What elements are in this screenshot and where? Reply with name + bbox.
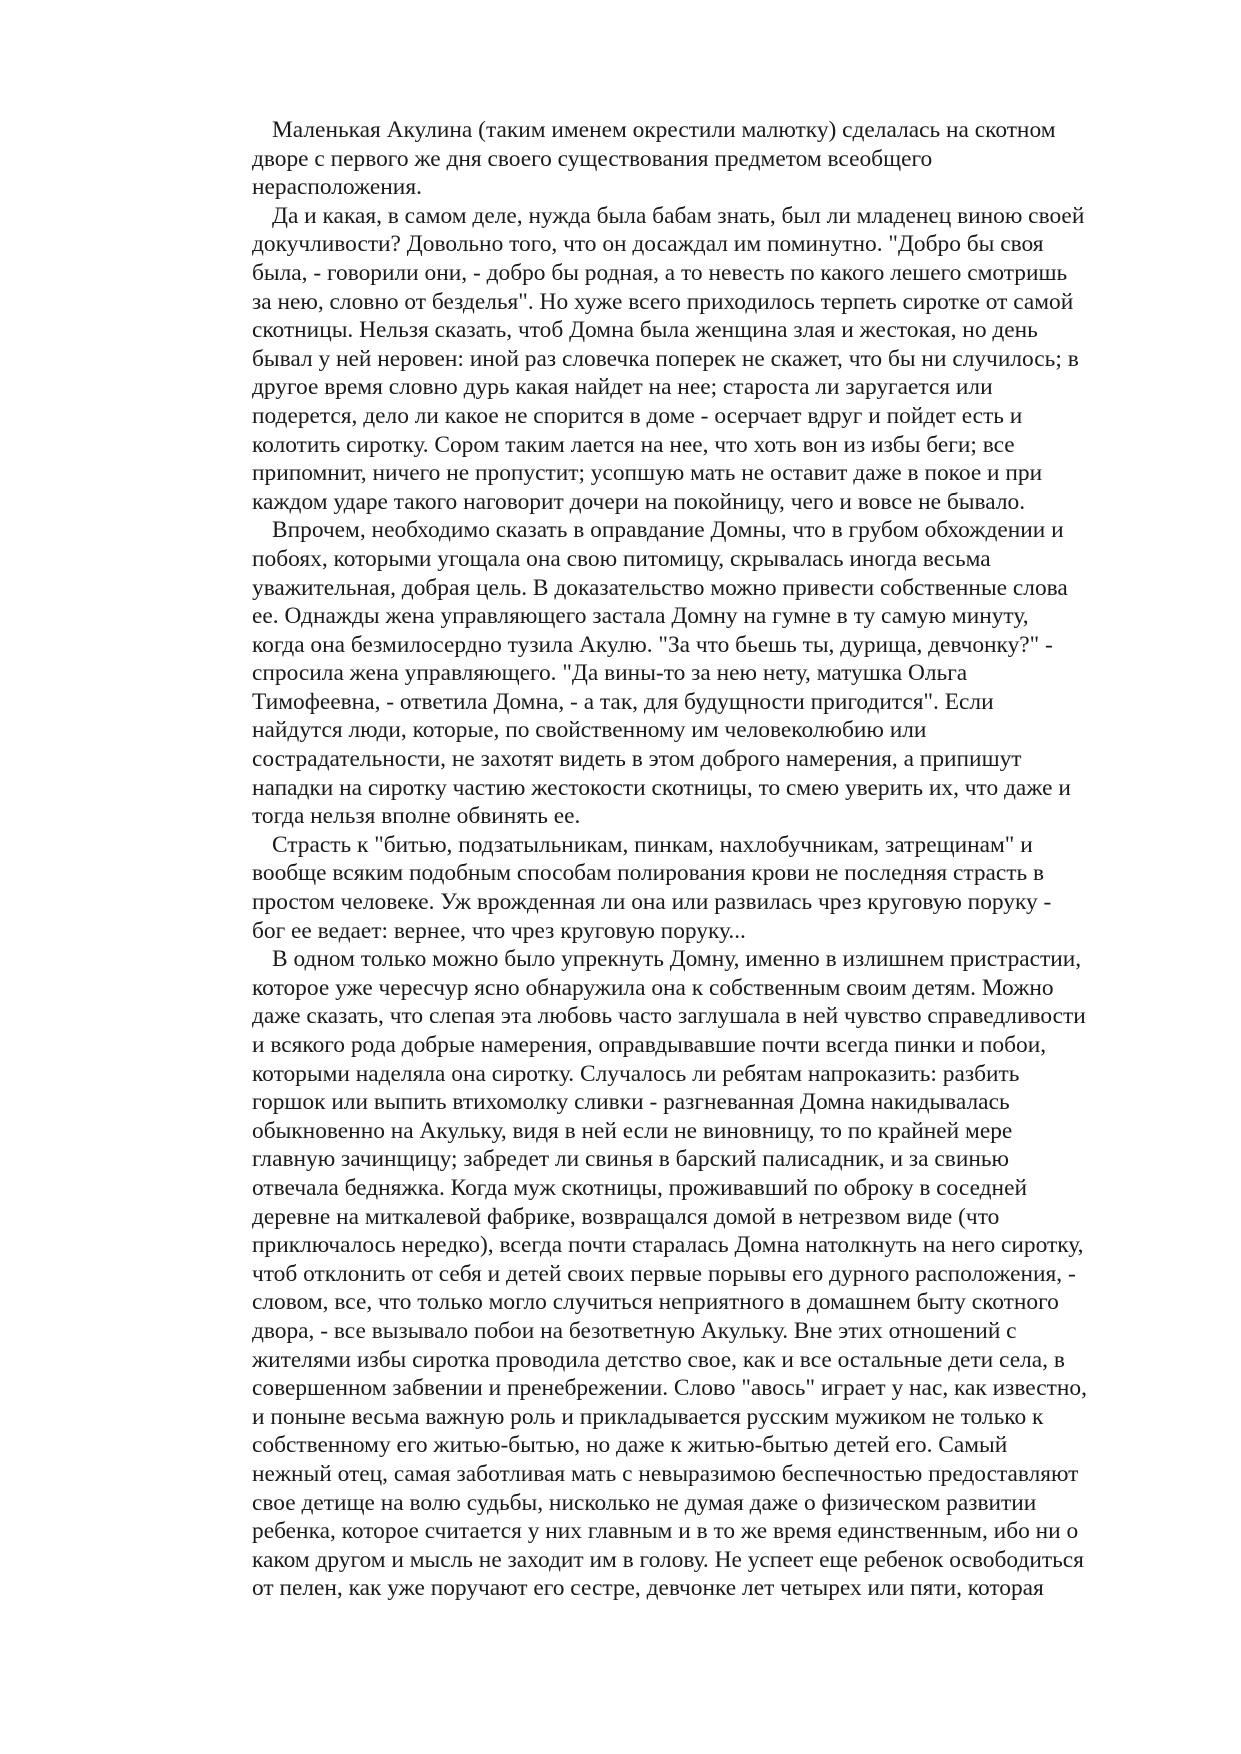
text-line: докучливости? Довольно того, что он досаждал им поминутно. "Добро бы своя [252, 231, 1044, 258]
paragraph [252, 516, 1162, 831]
paragraph [252, 202, 1162, 517]
text-line: свое детище на волю судьбы, нисколько не думая даже о физическом развитии [252, 1489, 1037, 1516]
paragraph [252, 831, 1162, 945]
text-line: обыкновенно на Акульку, видя в ней если не виновницу, то по крайней мере [252, 1117, 1013, 1144]
text-line: совершенном забвении и пренебрежении. Слово "авось" играет у нас, как известно, [252, 1375, 1087, 1402]
text-line: за нею, словно от безделья". Но хуже всего приходилось терпеть сиротке от самой [252, 288, 1074, 315]
text-line: словом, все, что только могло случиться неприятного в домашнем быту скотного [252, 1289, 1059, 1316]
document-page [252, 116, 1162, 1603]
text-line: и всякого рода добрые намерения, оправдывавшие почти всегда пинки и побои, [252, 1032, 1047, 1058]
text-line: тогда нельзя вполне обвинять ее. [252, 803, 581, 830]
text-line: ее. Однажды жена управляющего застала Домну на гумне в ту самую минуту, [252, 603, 1029, 630]
text-line: Маленькая Акулина (таким именем окрестили малютку) сделалась на скотном [272, 117, 1056, 143]
text-line: припомнит, ничего не пропустит; усопшую мать не оставит даже в покое и при [252, 460, 1043, 487]
text-line: дворе с первого же дня своего существования предметом всеобщего [252, 145, 933, 172]
text-line: Тимофеевна, - ответила Домна, - а так, для будущности пригодится". Если [252, 688, 994, 715]
text-line: отвечала бедняжка. Когда муж скотницы, проживавший по оброку в соседней [252, 1174, 1027, 1201]
text-line: побоях, которыми угощала она свою питомицу, скрывалась иногда весьма [252, 545, 991, 572]
text-line: деревне на миткалевой фабрике, возвращался домой в нетрезвом виде (что [252, 1203, 1000, 1230]
text-line: нерасположения. [252, 174, 422, 201]
text-line: которыми наделяла она сиротку. Случалось ли ребятам напроказить: разбить [252, 1060, 1020, 1087]
text-line: приключалось нередко), всегда почти старалась Домна натолкнуть на него сиротку, [252, 1232, 1084, 1259]
text-line: собственному его житью-бытью, но даже к житью-бытью детей его. Самый [252, 1432, 1008, 1459]
paragraph [252, 116, 1162, 202]
text-line: скотницы. Нельзя сказать, чтоб Домна была женщина злая и жестокая, но день [252, 317, 1038, 344]
text-line: каком другом и мысль не заходит им в голову. Не успеет еще ребенок освободиться [252, 1546, 1084, 1573]
text-line: жителями избы сиротка проводила детство свое, как и все остальные дети села, в [252, 1346, 1065, 1373]
text-line: даже сказать, что слепая эта любовь часто заглушала в ней чувство справедливости [252, 1003, 1086, 1030]
text-line: сострадательности, не захотят видеть в этом доброго намерения, а припишут [252, 746, 1022, 773]
text-line: каждом ударе такого наговорит дочери на покойницу, чего и вовсе не бывало. [252, 488, 1026, 515]
text-line: простом человеке. Уж врожденная ли она или развилась чрез круговую поруку - [252, 889, 1052, 916]
text-line: Впрочем, необходимо сказать в оправдание Домны, что в грубом обхождении и [272, 517, 1064, 544]
text-line: Страсть к "битью, подзатыльникам, пинкам, нахлобучникам, затрещинам" и [272, 831, 1033, 858]
text-line: чтоб отклонить от себя и детей своих первые порывы его дурного расположения, - [252, 1260, 1076, 1287]
text-line: спросила жена управляющего. "Да вины-то за нею нету, матушка Ольга [252, 660, 968, 687]
text-line: нападки на сиротку частию жестокости скотницы, то смею уверить их, что даже и [252, 774, 1071, 801]
paragraph [252, 945, 1162, 1603]
text-line: нежный отец, самая заботливая мать с невыразимою беспечностью предоставляют [252, 1460, 1079, 1487]
text-line: и поныне весьма важную роль и прикладывается русским мужиком не только к [252, 1403, 1044, 1430]
text-line: от пелен, как уже поручают его сестре, девчонке лет четырех или пяти, которая [252, 1575, 1044, 1602]
text-line: вообще всяким подобным способам полирования крови не последняя страсть в [252, 860, 1045, 887]
text-line: В одном только можно было упрекнуть Домну, именно в излишнем пристрастии, [272, 946, 1082, 973]
text-line: когда она безмилосердно тузила Акулю. "За что бьешь ты, дурища, девчонку?" - [252, 631, 1053, 658]
text-line: другое время словно дурь какая найдет на нее; староста ли заругается или [252, 374, 993, 401]
text-line: бог ее ведает: вернее, что чрез круговую поруку... [252, 917, 746, 944]
text-line: бывал у ней неровен: иной раз словечка поперек не скажет, что бы ни случилось; в [252, 345, 1079, 372]
text-line: ребенка, которое считается у них главным и в то же время единственным, ибо ни о [252, 1518, 1079, 1545]
text-line: Да и какая, в самом деле, нужда была бабам знать, был ли младенец виною своей [272, 202, 1085, 229]
text-line: которое уже чересчур ясно обнаружила она к собственным своим детям. Можно [252, 974, 1054, 1001]
text-line: подерется, дело ли какое не спорится в доме - осерчает вдруг и пойдет есть и [252, 402, 1023, 429]
text-line: колотить сиротку. Сором таким лается на нее, что хоть вон из избы беги; все [252, 431, 1015, 458]
text-line: уважительная, добрая цель. В доказательство можно привести собственные слова [252, 574, 1068, 601]
text-line: двора, - все вызывало побои на безответную Акульку. Вне этих отношений с [252, 1317, 1017, 1344]
text-line: главную зачинщицу; забредет ли свинья в барский палисадник, и за свинью [252, 1146, 1009, 1173]
text-line: горшок или выпить втихомолку сливки - разгневанная Домна накидывалась [252, 1089, 1010, 1116]
text-line: была, - говорили они, - добро бы родная, а то невесть по какого лешего смотришь [252, 259, 1068, 286]
text-line: найдутся люди, которые, по свойственному им человеколюбию или [252, 717, 927, 744]
